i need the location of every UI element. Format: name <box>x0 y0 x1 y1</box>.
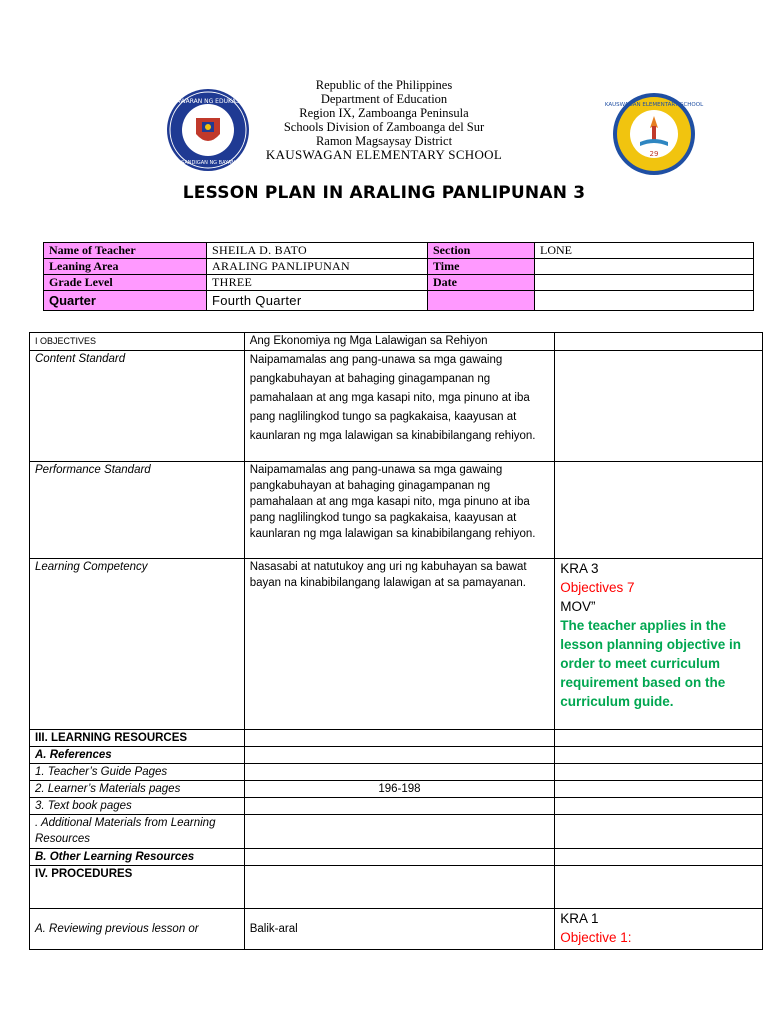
reviewing-value: Balik-aral <box>244 909 555 950</box>
performance-standard-value: Naipamamalas ang pang-unawa sa mga gawaing pangkabuhayan at bahaging ginagampanan ng pamahalaan at ang mga kasapi nito, mga pinuno at iba pang naglilingkod tungo sa pagkakaisa, kaayusan at kaunlaran ng mga lalawigan sa kinabibilangang rehiyon. <box>244 462 555 559</box>
procedures-label: IV. PROCEDURES <box>30 866 245 909</box>
empty-cell <box>244 849 555 866</box>
info-table <box>43 242 754 311</box>
empty-cell <box>555 351 763 462</box>
empty-cell <box>244 747 555 764</box>
learners-materials-value: 196-198 <box>244 781 555 798</box>
table-row <box>44 275 754 291</box>
empty-cell <box>244 815 555 849</box>
objectives-label: I OBJECTIVES <box>30 333 245 351</box>
empty-cell <box>555 866 763 909</box>
empty-cell <box>555 333 763 351</box>
teachers-guide-label: 1. Teacher’s Guide Pages <box>30 764 245 781</box>
header-line: Department of Education <box>320 92 448 106</box>
reviewing-label: A. Reviewing previous lesson or <box>30 909 245 950</box>
empty-cell <box>244 798 555 815</box>
empty-cell <box>555 849 763 866</box>
empty-cell <box>555 730 763 747</box>
empty-cell <box>555 815 763 849</box>
table-row <box>30 798 763 815</box>
area-label: Leaning Area <box>44 259 207 275</box>
table-row <box>30 866 763 909</box>
learning-competency-value: Nasasabi at natutukoy ang uri ng kabuhayan sa bawat bayan na kinabibilangang lalawigan at sa pamayanan. <box>244 559 555 730</box>
svg-text:KAGAWARAN NG EDUKASYON: KAGAWARAN NG EDUKASYON <box>163 98 253 105</box>
table-row <box>44 291 754 311</box>
kra3-label: KRA 3 <box>560 561 599 576</box>
empty-cell <box>555 764 763 781</box>
kra1-cell <box>555 909 763 950</box>
table-row <box>30 351 763 462</box>
lesson-plan-table <box>29 332 763 950</box>
quarter-value: Fourth Quarter <box>207 291 428 311</box>
empty-cell <box>555 462 763 559</box>
document-header <box>0 78 768 162</box>
objectives-value: Ang Ekonomiya ng Mga Lalawigan sa Rehiyon <box>244 333 555 351</box>
date-label: Date <box>428 275 535 291</box>
mov-label: MOV” <box>560 599 596 614</box>
school-name: KAUSWAGAN ELEMENTARY SCHOOL <box>265 147 503 162</box>
empty-cell <box>244 730 555 747</box>
grade-value: THREE <box>207 275 428 291</box>
section-value: LONE <box>535 243 754 259</box>
header-line: Region IX, Zamboanga Peninsula <box>299 106 469 120</box>
empty-cell <box>555 747 763 764</box>
additional-materials-label: . Additional Materials from Learning Resources <box>30 815 245 849</box>
performance-standard-label: Performance Standard <box>30 462 245 559</box>
empty-cell <box>244 764 555 781</box>
grade-label: Grade Level <box>44 275 207 291</box>
header-line: Ramon Magsaysay District <box>315 134 453 148</box>
teacher-label: Name of Teacher <box>44 243 207 259</box>
teacher-value: SHEILA D. BATO <box>207 243 428 259</box>
textbook-label: 3. Text book pages <box>30 798 245 815</box>
area-value: ARALING PANLIPUNAN <box>207 259 428 275</box>
time-label: Time <box>428 259 535 275</box>
svg-text:29: 29 <box>649 150 659 158</box>
references-label: A. References <box>30 747 245 764</box>
empty-cell <box>535 291 754 311</box>
page-title: LESSON PLAN IN ARALING PANLIPUNAN 3 <box>182 183 586 203</box>
table-row <box>44 243 754 259</box>
table-row <box>30 462 763 559</box>
table-row <box>30 909 763 950</box>
time-value <box>535 259 754 275</box>
svg-text:KAUSWAGAN ELEMENTARY SCHOOL: KAUSWAGAN ELEMENTARY SCHOOL <box>604 102 704 108</box>
learning-competency-label: Learning Competency <box>30 559 245 730</box>
objectives7-label: Objectives 7 <box>560 580 635 595</box>
kra3-cell <box>555 559 763 730</box>
table-row <box>30 730 763 747</box>
objective1-label: Objective 1: <box>560 930 632 945</box>
other-resources-label: B. Other Learning Resources <box>30 849 245 866</box>
empty-cell <box>428 291 535 311</box>
table-row <box>30 764 763 781</box>
resources-label: III. LEARNING RESOURCES <box>30 730 245 747</box>
table-row <box>30 559 763 730</box>
table-row <box>44 259 754 275</box>
content-standard-label: Content Standard <box>30 351 245 462</box>
table-row <box>30 815 763 849</box>
header-line: Republic of the Philippines <box>315 78 453 92</box>
kra1-label: KRA 1 <box>560 911 599 926</box>
learners-materials-label: 2. Learner’s Materials pages <box>30 781 245 798</box>
svg-text:SANDIGAN NG BAYAN: SANDIGAN NG BAYAN <box>181 160 235 166</box>
section-label: Section <box>428 243 535 259</box>
kra3-note: The teacher applies in the lesson planning objective in order to meet curriculum requirement based on the curriculum guide. <box>560 618 742 709</box>
empty-cell <box>244 866 555 909</box>
quarter-label: Quarter <box>44 291 207 311</box>
header-line: Schools Division of Zamboanga del Sur <box>283 120 485 134</box>
empty-cell <box>555 781 763 798</box>
table-row <box>30 781 763 798</box>
table-row <box>30 849 763 866</box>
content-standard-value: Naipamamalas ang pang-unawa sa mga gawaing pangkabuhayan at bahaging ginagampanan ng pamahalaan at ang mga kasapi nito, mga pinuno at iba pang naglilingkod tungo sa pagkakaisa, kaayusan at kaunlaran ng mga lalawigan sa kinabibilangang rehiyon. <box>244 351 555 462</box>
empty-cell <box>555 798 763 815</box>
date-value <box>535 275 754 291</box>
table-row <box>30 747 763 764</box>
table-row <box>30 333 763 351</box>
